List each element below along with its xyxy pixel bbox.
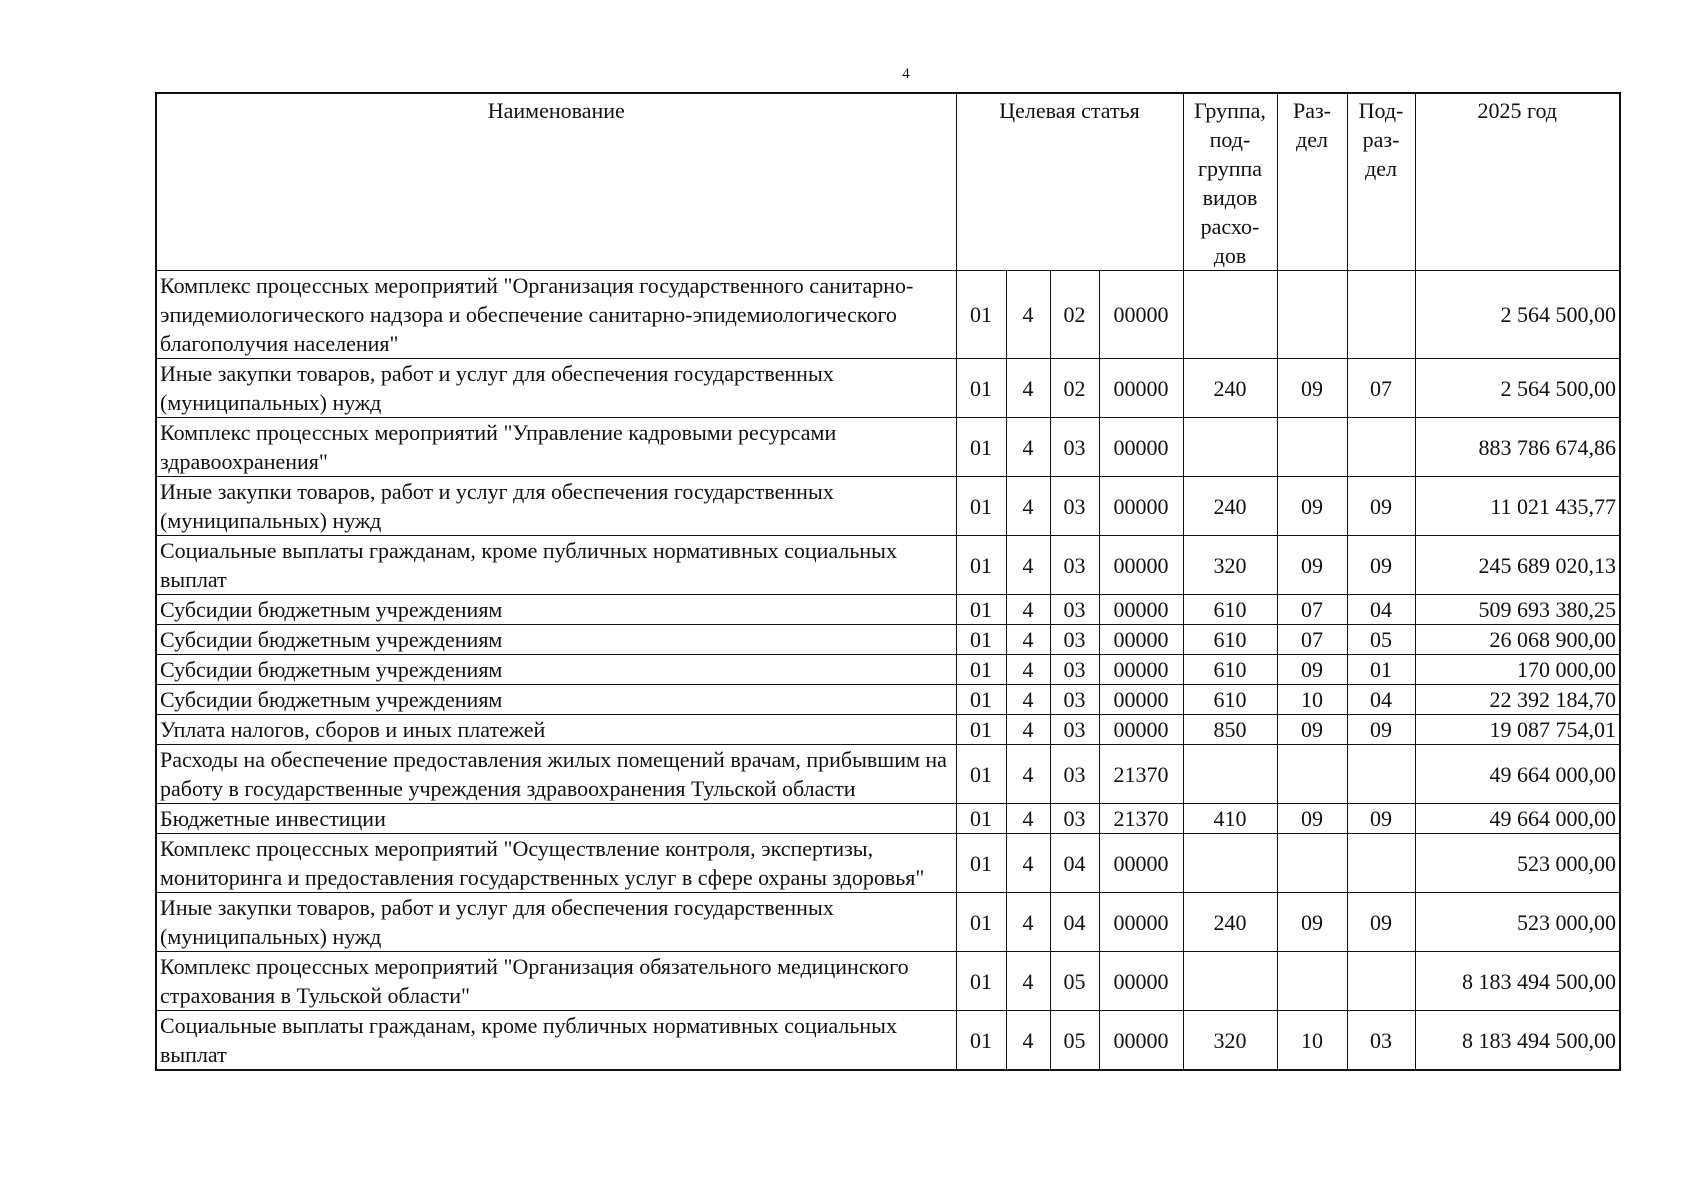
- row-name: Социальные выплаты гражданам, кроме публичных нормативных социальных выплат: [156, 1011, 956, 1071]
- section-code: 09: [1277, 655, 1347, 685]
- row-name: Социальные выплаты гражданам, кроме публичных нормативных социальных выплат: [156, 536, 956, 595]
- target-program-code: 01: [956, 595, 1006, 625]
- target-program-code: 01: [956, 893, 1006, 952]
- target-subprogram-code: 4: [1006, 536, 1050, 595]
- expense-group-code: 320: [1183, 536, 1277, 595]
- subsection-code: 09: [1347, 536, 1415, 595]
- target-complex-code: 03: [1050, 715, 1099, 745]
- target-complex-code: 02: [1050, 359, 1099, 418]
- expense-group-code: 410: [1183, 804, 1277, 834]
- amount-2025: 523 000,00: [1415, 834, 1620, 893]
- section-code: [1277, 418, 1347, 477]
- table-row: [156, 952, 1620, 1011]
- target-direction-code: 21370: [1099, 745, 1183, 804]
- amount-2025: 22 392 184,70: [1415, 685, 1620, 715]
- row-name: Иные закупки товаров, работ и услуг для обеспечения государственных (муниципальных) нужд: [156, 359, 956, 418]
- subsection-code: [1347, 271, 1415, 359]
- target-program-code: 01: [956, 804, 1006, 834]
- expense-group-code: [1183, 271, 1277, 359]
- table-row: [156, 477, 1620, 536]
- target-complex-code: 03: [1050, 685, 1099, 715]
- section-code: 09: [1277, 477, 1347, 536]
- table-row: [156, 745, 1620, 804]
- target-complex-code: 03: [1050, 595, 1099, 625]
- section-code: 10: [1277, 685, 1347, 715]
- amount-2025: 8 183 494 500,00: [1415, 952, 1620, 1011]
- amount-2025: 26 068 900,00: [1415, 625, 1620, 655]
- target-program-code: 01: [956, 952, 1006, 1011]
- target-direction-code: 00000: [1099, 952, 1183, 1011]
- expense-group-code: 240: [1183, 477, 1277, 536]
- row-name: Уплата налогов, сборов и иных платежей: [156, 715, 956, 745]
- target-subprogram-code: 4: [1006, 834, 1050, 893]
- target-subprogram-code: 4: [1006, 418, 1050, 477]
- table-row: [156, 893, 1620, 952]
- target-direction-code: 00000: [1099, 893, 1183, 952]
- target-direction-code: 00000: [1099, 477, 1183, 536]
- row-name: Комплекс процессных мероприятий "Организация обязательного медицинского страхования в Тульской области": [156, 952, 956, 1011]
- target-program-code: 01: [956, 745, 1006, 804]
- subsection-code: 04: [1347, 685, 1415, 715]
- table-row: [156, 655, 1620, 685]
- subsection-code: [1347, 745, 1415, 804]
- table-row: [156, 595, 1620, 625]
- expense-group-code: [1183, 834, 1277, 893]
- expense-group-code: 240: [1183, 893, 1277, 952]
- section-code: 07: [1277, 625, 1347, 655]
- row-name: Субсидии бюджетным учреждениям: [156, 625, 956, 655]
- target-direction-code: 00000: [1099, 359, 1183, 418]
- target-direction-code: 00000: [1099, 625, 1183, 655]
- expense-group-code: 610: [1183, 685, 1277, 715]
- section-code: 09: [1277, 804, 1347, 834]
- target-program-code: 01: [956, 655, 1006, 685]
- target-direction-code: 00000: [1099, 595, 1183, 625]
- amount-2025: 11 021 435,77: [1415, 477, 1620, 536]
- target-program-code: 01: [956, 834, 1006, 893]
- expense-group-code: 850: [1183, 715, 1277, 745]
- section-code: 09: [1277, 893, 1347, 952]
- target-program-code: 01: [956, 536, 1006, 595]
- header-year-2025: 2025 год: [1415, 93, 1620, 271]
- expense-group-code: 610: [1183, 625, 1277, 655]
- section-code: 09: [1277, 715, 1347, 745]
- target-subprogram-code: 4: [1006, 1011, 1050, 1071]
- target-program-code: 01: [956, 685, 1006, 715]
- target-subprogram-code: 4: [1006, 804, 1050, 834]
- target-complex-code: 05: [1050, 1011, 1099, 1071]
- target-direction-code: 00000: [1099, 715, 1183, 745]
- target-program-code: 01: [956, 1011, 1006, 1071]
- target-complex-code: 05: [1050, 952, 1099, 1011]
- target-program-code: 01: [956, 418, 1006, 477]
- subsection-code: [1347, 418, 1415, 477]
- header-expense-group: Группа, под-группа видов расхо-дов: [1183, 93, 1277, 271]
- table-row: [156, 834, 1620, 893]
- target-direction-code: 00000: [1099, 685, 1183, 715]
- section-code: [1277, 952, 1347, 1011]
- row-name: Субсидии бюджетным учреждениям: [156, 655, 956, 685]
- budget-table: [155, 92, 1621, 1071]
- subsection-code: 09: [1347, 715, 1415, 745]
- table-row: [156, 271, 1620, 359]
- target-subprogram-code: 4: [1006, 685, 1050, 715]
- amount-2025: 8 183 494 500,00: [1415, 1011, 1620, 1071]
- section-code: [1277, 745, 1347, 804]
- amount-2025: 49 664 000,00: [1415, 804, 1620, 834]
- expense-group-code: 320: [1183, 1011, 1277, 1071]
- expense-group-code: [1183, 952, 1277, 1011]
- target-complex-code: 03: [1050, 418, 1099, 477]
- amount-2025: 19 087 754,01: [1415, 715, 1620, 745]
- amount-2025: 170 000,00: [1415, 655, 1620, 685]
- target-subprogram-code: 4: [1006, 893, 1050, 952]
- expense-group-code: 610: [1183, 655, 1277, 685]
- target-program-code: 01: [956, 271, 1006, 359]
- target-subprogram-code: 4: [1006, 359, 1050, 418]
- subsection-code: 09: [1347, 477, 1415, 536]
- row-name: Субсидии бюджетным учреждениям: [156, 685, 956, 715]
- section-code: 10: [1277, 1011, 1347, 1071]
- table-row: [156, 1011, 1620, 1071]
- subsection-code: 01: [1347, 655, 1415, 685]
- target-program-code: 01: [956, 359, 1006, 418]
- amount-2025: 883 786 674,86: [1415, 418, 1620, 477]
- target-complex-code: 03: [1050, 477, 1099, 536]
- section-code: [1277, 271, 1347, 359]
- amount-2025: 509 693 380,25: [1415, 595, 1620, 625]
- table-row: [156, 804, 1620, 834]
- header-name: Наименование: [156, 93, 956, 271]
- target-direction-code: 00000: [1099, 834, 1183, 893]
- amount-2025: 49 664 000,00: [1415, 745, 1620, 804]
- target-complex-code: 03: [1050, 804, 1099, 834]
- section-code: 07: [1277, 595, 1347, 625]
- row-name: Иные закупки товаров, работ и услуг для обеспечения государственных (муниципальных) нужд: [156, 893, 956, 952]
- table-row: [156, 685, 1620, 715]
- target-subprogram-code: 4: [1006, 745, 1050, 804]
- subsection-code: 09: [1347, 804, 1415, 834]
- header-row: [156, 93, 1620, 271]
- amount-2025: 2 564 500,00: [1415, 359, 1620, 418]
- target-subprogram-code: 4: [1006, 655, 1050, 685]
- row-name: Иные закупки товаров, работ и услуг для обеспечения государственных (муниципальных) нужд: [156, 477, 956, 536]
- target-program-code: 01: [956, 477, 1006, 536]
- row-name: Комплекс процессных мероприятий "Осуществление контроля, экспертизы, мониторинга и предоставления государственных услуг в сфере охраны здоровья": [156, 834, 956, 893]
- target-subprogram-code: 4: [1006, 595, 1050, 625]
- row-name: Комплекс процессных мероприятий "Управление кадровыми ресурсами здравоохранения": [156, 418, 956, 477]
- table-row: [156, 359, 1620, 418]
- target-subprogram-code: 4: [1006, 271, 1050, 359]
- amount-2025: 523 000,00: [1415, 893, 1620, 952]
- header-section: Раз-дел: [1277, 93, 1347, 271]
- table-row: [156, 625, 1620, 655]
- target-complex-code: 02: [1050, 271, 1099, 359]
- subsection-code: 09: [1347, 893, 1415, 952]
- table-body: [156, 271, 1620, 1071]
- target-subprogram-code: 4: [1006, 952, 1050, 1011]
- row-name: Бюджетные инвестиции: [156, 804, 956, 834]
- section-code: 09: [1277, 536, 1347, 595]
- target-complex-code: 03: [1050, 536, 1099, 595]
- subsection-code: 03: [1347, 1011, 1415, 1071]
- subsection-code: 07: [1347, 359, 1415, 418]
- table-row: [156, 418, 1620, 477]
- header-target-article: Целевая статья: [956, 93, 1183, 271]
- target-direction-code: 00000: [1099, 1011, 1183, 1071]
- target-direction-code: 21370: [1099, 804, 1183, 834]
- target-subprogram-code: 4: [1006, 477, 1050, 536]
- target-complex-code: 04: [1050, 834, 1099, 893]
- subsection-code: [1347, 952, 1415, 1011]
- expense-group-code: 240: [1183, 359, 1277, 418]
- target-subprogram-code: 4: [1006, 715, 1050, 745]
- expense-group-code: 610: [1183, 595, 1277, 625]
- header-subsection: Под-раз-дел: [1347, 93, 1415, 271]
- section-code: 09: [1277, 359, 1347, 418]
- target-complex-code: 03: [1050, 655, 1099, 685]
- target-direction-code: 00000: [1099, 271, 1183, 359]
- target-complex-code: 03: [1050, 745, 1099, 804]
- target-program-code: 01: [956, 625, 1006, 655]
- row-name: Комплекс процессных мероприятий "Организация государственного санитарно-эпидемиологического надзора и обеспечение санитарно-эпидемиологического благополучия населения": [156, 271, 956, 359]
- page-number: 4: [902, 66, 910, 82]
- amount-2025: 2 564 500,00: [1415, 271, 1620, 359]
- expense-group-code: [1183, 745, 1277, 804]
- subsection-code: 05: [1347, 625, 1415, 655]
- subsection-code: 04: [1347, 595, 1415, 625]
- target-complex-code: 04: [1050, 893, 1099, 952]
- row-name: Субсидии бюджетным учреждениям: [156, 595, 956, 625]
- section-code: [1277, 834, 1347, 893]
- target-complex-code: 03: [1050, 625, 1099, 655]
- table-row: [156, 536, 1620, 595]
- target-direction-code: 00000: [1099, 536, 1183, 595]
- target-direction-code: 00000: [1099, 418, 1183, 477]
- amount-2025: 245 689 020,13: [1415, 536, 1620, 595]
- subsection-code: [1347, 834, 1415, 893]
- target-direction-code: 00000: [1099, 655, 1183, 685]
- row-name: Расходы на обеспечение предоставления жилых помещений врачам, прибывшим на работу в государственные учреждения здравоохранения Тульской области: [156, 745, 956, 804]
- table-row: [156, 715, 1620, 745]
- target-program-code: 01: [956, 715, 1006, 745]
- target-subprogram-code: 4: [1006, 625, 1050, 655]
- expense-group-code: [1183, 418, 1277, 477]
